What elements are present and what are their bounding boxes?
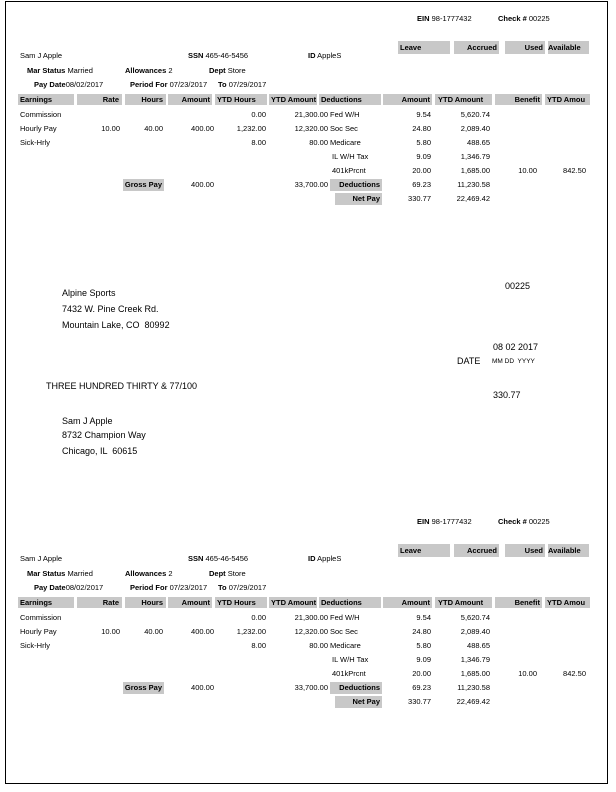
check-number-line xyxy=(498,517,550,527)
allowances-value: 2 xyxy=(168,569,173,578)
col-header-ded-ytd-amount: YTD Amount xyxy=(435,94,492,105)
col-header-rate: Rate xyxy=(77,597,122,608)
deduction-name: Medicare xyxy=(330,138,361,147)
table-row-net-pay xyxy=(0,193,616,205)
deduction-name: IL W/H Tax xyxy=(332,655,369,664)
col-header-rate: Rate xyxy=(77,94,122,105)
used-header: Used xyxy=(505,544,545,557)
payee-address2: Chicago, IL 60615 xyxy=(62,446,138,456)
mar-status-value: Married xyxy=(67,66,93,75)
earning-rate: 10.00 xyxy=(101,124,120,133)
leave-header: Leave xyxy=(398,544,450,557)
id-value: AppleS xyxy=(317,51,342,60)
table-row xyxy=(0,640,616,652)
check-date-format: MM DD YYYY xyxy=(492,358,535,365)
check-number-value: 00225 xyxy=(528,14,550,23)
ein-label: EIN xyxy=(417,14,430,23)
benefit-amount: 10.00 xyxy=(518,669,537,678)
id-group xyxy=(308,554,341,564)
period-from-value: 07/23/2017 xyxy=(169,583,208,592)
ein-line xyxy=(417,517,472,527)
table-row xyxy=(0,654,616,666)
deduction-amount: 5.80 xyxy=(416,138,431,147)
mar-status-group xyxy=(27,569,93,579)
check-date-value: 08 02 2017 xyxy=(493,342,539,352)
deduction-name: Fed W/H xyxy=(330,613,360,622)
period-to-label: To xyxy=(218,80,227,89)
table-row xyxy=(0,123,616,135)
available-header: Available xyxy=(548,41,589,54)
gross-pay-amount: 400.00 xyxy=(191,683,214,692)
col-header-ytd-amount: YTD Amount xyxy=(271,95,317,104)
earning-name: Hourly Pay xyxy=(20,627,57,636)
check-date-label: DATE xyxy=(457,356,481,366)
earning-name: Sick-Hrly xyxy=(20,138,50,147)
net-pay-amount: 330.77 xyxy=(408,194,431,203)
deduction-amount: 9.54 xyxy=(416,613,431,622)
mar-status-label: Mar Status xyxy=(27,569,66,578)
pay-date-group xyxy=(34,583,103,593)
company-address1: 7432 W. Pine Creek Rd. xyxy=(62,304,159,314)
period-to-group xyxy=(218,80,266,90)
earning-ytd-amount: 80.00 xyxy=(309,641,328,650)
deduction-amount: 9.54 xyxy=(416,110,431,119)
deduction-ytd: 5,620.74 xyxy=(460,110,490,119)
net-pay-ytd: 22,469.42 xyxy=(456,194,490,203)
payee-address1: 8732 Champion Way xyxy=(62,430,146,440)
earning-ytd-amount: 21,300.00 xyxy=(294,613,328,622)
pay-date-group xyxy=(34,80,103,90)
allowances-label: Allowances xyxy=(125,569,167,578)
pay-date-label: Pay Date xyxy=(34,583,66,592)
earning-name: Hourly Pay xyxy=(20,124,57,133)
deduction-amount: 24.80 xyxy=(412,627,431,636)
check-number-label: Check # xyxy=(498,14,527,23)
gross-pay-label: Gross Pay xyxy=(124,683,162,692)
dept-value: Store xyxy=(227,66,246,75)
earning-hours: 40.00 xyxy=(144,627,163,636)
check-number: 00225 xyxy=(505,281,531,291)
deduction-amount: 9.09 xyxy=(416,655,431,664)
col-header-hours: Hours xyxy=(125,94,166,105)
earning-ytd-hours: 0.00 xyxy=(251,110,266,119)
col-header-ytd-amount: YTD Amount xyxy=(271,598,317,607)
period-to-value: 07/29/2017 xyxy=(228,583,267,592)
deduction-name: 401kPrcnt xyxy=(332,166,366,175)
dept-group xyxy=(209,569,246,579)
col-header-deductions: Deductions xyxy=(319,597,381,608)
earning-hours: 40.00 xyxy=(144,124,163,133)
benefit-ytd: 842.50 xyxy=(563,166,586,175)
earning-ytd-hours: 8.00 xyxy=(251,641,266,650)
gross-pay-label: Gross Pay xyxy=(124,180,162,189)
ssn-group xyxy=(188,554,248,564)
col-header-amount: Amount xyxy=(168,94,212,105)
ein-value: 98-1777432 xyxy=(431,14,472,23)
col-header-ded-ytd-amount: YTD Amount xyxy=(435,597,492,608)
table-row xyxy=(0,612,616,624)
allowances-group xyxy=(125,66,173,76)
col-header-earnings: Earnings xyxy=(18,597,74,608)
deduction-ytd: 488.65 xyxy=(467,641,490,650)
net-pay-label: Net Pay xyxy=(335,193,382,205)
deduction-ytd: 1,346.79 xyxy=(460,655,490,664)
deductions-total-ytd: 11,230.58 xyxy=(457,683,490,692)
company-name: Alpine Sports xyxy=(62,288,116,298)
earning-ytd-hours: 1,232.00 xyxy=(236,124,266,133)
earning-amount: 400.00 xyxy=(191,627,214,636)
table-row xyxy=(0,151,616,163)
earning-name: Commission xyxy=(20,613,62,622)
pay-stub-top xyxy=(0,0,616,210)
earning-name: Sick-Hrly xyxy=(20,641,50,650)
deduction-amount: 5.80 xyxy=(416,641,431,650)
period-to-group xyxy=(218,583,266,593)
check-number-value: 00225 xyxy=(528,517,550,526)
gross-pay-ytd: 33,700.00 xyxy=(294,683,328,692)
table-row xyxy=(0,626,616,638)
benefit-ytd: 842.50 xyxy=(563,669,586,678)
net-pay-amount: 330.77 xyxy=(408,697,431,706)
deduction-name: IL W/H Tax xyxy=(332,152,369,161)
allowances-group xyxy=(125,569,173,579)
earning-ytd-hours: 0.00 xyxy=(251,613,266,622)
col-header-ytd-benefit: YTD Amou xyxy=(545,597,590,608)
period-for-label: Period For xyxy=(130,583,168,592)
col-header-ded-amount: Amount xyxy=(383,597,432,608)
table-row xyxy=(0,165,616,177)
ssn-group xyxy=(188,51,248,61)
dept-label: Dept xyxy=(209,66,226,75)
mar-status-group xyxy=(27,66,93,76)
pay-date-label: Pay Date xyxy=(34,80,66,89)
payee-name: Sam J Apple xyxy=(62,416,113,426)
net-pay-label: Net Pay xyxy=(335,696,382,708)
earning-ytd-amount: 12,320.00 xyxy=(294,124,328,133)
amount-in-words: THREE HUNDRED THIRTY & 77/100 xyxy=(46,381,198,391)
ein-line xyxy=(417,14,472,24)
earning-name: Commission xyxy=(20,110,62,119)
col-header-ytd-benefit: YTD Amou xyxy=(545,94,590,105)
col-header-ytd-hours: YTD Hours xyxy=(215,597,267,608)
period-for-group xyxy=(130,80,207,90)
earning-ytd-amount: 80.00 xyxy=(309,138,328,147)
dept-group xyxy=(209,66,246,76)
deduction-ytd: 488.65 xyxy=(467,138,490,147)
deductions-total-ytd: 11,230.58 xyxy=(457,180,490,189)
employee-name: Sam J Apple xyxy=(20,51,63,60)
deduction-ytd: 1,685.00 xyxy=(460,669,490,678)
table-row xyxy=(0,137,616,149)
col-header-ded-amount: Amount xyxy=(383,94,432,105)
deduction-name: Soc Sec xyxy=(330,124,358,133)
id-value: AppleS xyxy=(317,554,342,563)
period-from-value: 07/23/2017 xyxy=(169,80,208,89)
earning-ytd-hours: 1,232.00 xyxy=(236,627,266,636)
accrued-header: Accrued xyxy=(454,544,499,557)
available-header: Available xyxy=(548,544,589,557)
benefit-amount: 10.00 xyxy=(518,166,537,175)
id-label: ID xyxy=(308,554,316,563)
earning-ytd-amount: 12,320.00 xyxy=(294,627,328,636)
period-for-label: Period For xyxy=(130,80,168,89)
period-for-group xyxy=(130,583,207,593)
table-row-totals xyxy=(0,179,616,191)
col-header-amount: Amount xyxy=(168,597,212,608)
table-row xyxy=(0,668,616,680)
mar-status-label: Mar Status xyxy=(27,66,66,75)
mar-status-value: Married xyxy=(67,569,93,578)
deduction-name: 401kPrcnt xyxy=(332,669,366,678)
pay-stub-bottom xyxy=(0,503,616,713)
deduction-amount: 9.09 xyxy=(416,152,431,161)
gross-pay-ytd: 33,700.00 xyxy=(294,180,328,189)
check-number-line xyxy=(498,14,550,24)
deduction-name: Fed W/H xyxy=(330,110,360,119)
gross-pay-amount: 400.00 xyxy=(191,180,214,189)
dept-value: Store xyxy=(227,569,246,578)
table-row-net-pay xyxy=(0,696,616,708)
deduction-ytd: 5,620.74 xyxy=(460,613,490,622)
earning-rate: 10.00 xyxy=(101,627,120,636)
pay-date-value: 08/02/2017 xyxy=(65,583,104,592)
ein-label: EIN xyxy=(417,517,430,526)
earning-ytd-amount: 21,300.00 xyxy=(294,110,328,119)
ssn-label: SSN xyxy=(188,554,204,563)
col-header-benefit: Benefit xyxy=(495,94,542,105)
amount-numeric: 330.77 xyxy=(493,390,521,400)
id-group xyxy=(308,51,341,61)
ein-value: 98-1777432 xyxy=(431,517,472,526)
ssn-value: 465-46-5456 xyxy=(205,51,249,60)
ssn-label: SSN xyxy=(188,51,204,60)
col-header-deductions: Deductions xyxy=(319,94,381,105)
period-to-value: 07/29/2017 xyxy=(228,80,267,89)
deduction-name: Medicare xyxy=(330,641,361,650)
deduction-ytd: 1,346.79 xyxy=(460,152,490,161)
check-number-label: Check # xyxy=(498,517,527,526)
deduction-ytd: 2,089.40 xyxy=(460,627,490,636)
id-label: ID xyxy=(308,51,316,60)
deduction-amount: 20.00 xyxy=(412,166,431,175)
earning-amount: 400.00 xyxy=(191,124,214,133)
ssn-value: 465-46-5456 xyxy=(205,554,249,563)
table-row xyxy=(0,109,616,121)
deduction-ytd: 2,089.40 xyxy=(460,124,490,133)
deduction-amount: 24.80 xyxy=(412,124,431,133)
used-header: Used xyxy=(505,41,545,54)
deductions-total-amount: 69.23 xyxy=(412,180,431,189)
deduction-amount: 20.00 xyxy=(412,669,431,678)
leave-header: Leave xyxy=(398,41,450,54)
pay-date-value: 08/02/2017 xyxy=(65,80,104,89)
deductions-total-amount: 69.23 xyxy=(412,683,431,692)
col-header-benefit: Benefit xyxy=(495,597,542,608)
company-address2: Mountain Lake, CO 80992 xyxy=(62,320,170,330)
deduction-name: Soc Sec xyxy=(330,627,358,636)
earning-ytd-hours: 8.00 xyxy=(251,138,266,147)
col-header-hours: Hours xyxy=(125,597,166,608)
deductions-total-label: Deductions xyxy=(330,682,382,694)
deduction-ytd: 1,685.00 xyxy=(460,166,490,175)
dept-label: Dept xyxy=(209,569,226,578)
col-header-earnings: Earnings xyxy=(18,94,74,105)
deductions-total-label: Deductions xyxy=(330,179,382,191)
net-pay-ytd: 22,469.42 xyxy=(456,697,490,706)
period-to-label: To xyxy=(218,583,227,592)
col-header-ytd-hours: YTD Hours xyxy=(215,94,267,105)
employee-name: Sam J Apple xyxy=(20,554,63,563)
allowances-value: 2 xyxy=(168,66,173,75)
allowances-label: Allowances xyxy=(125,66,167,75)
accrued-header: Accrued xyxy=(454,41,499,54)
table-row-totals xyxy=(0,682,616,694)
